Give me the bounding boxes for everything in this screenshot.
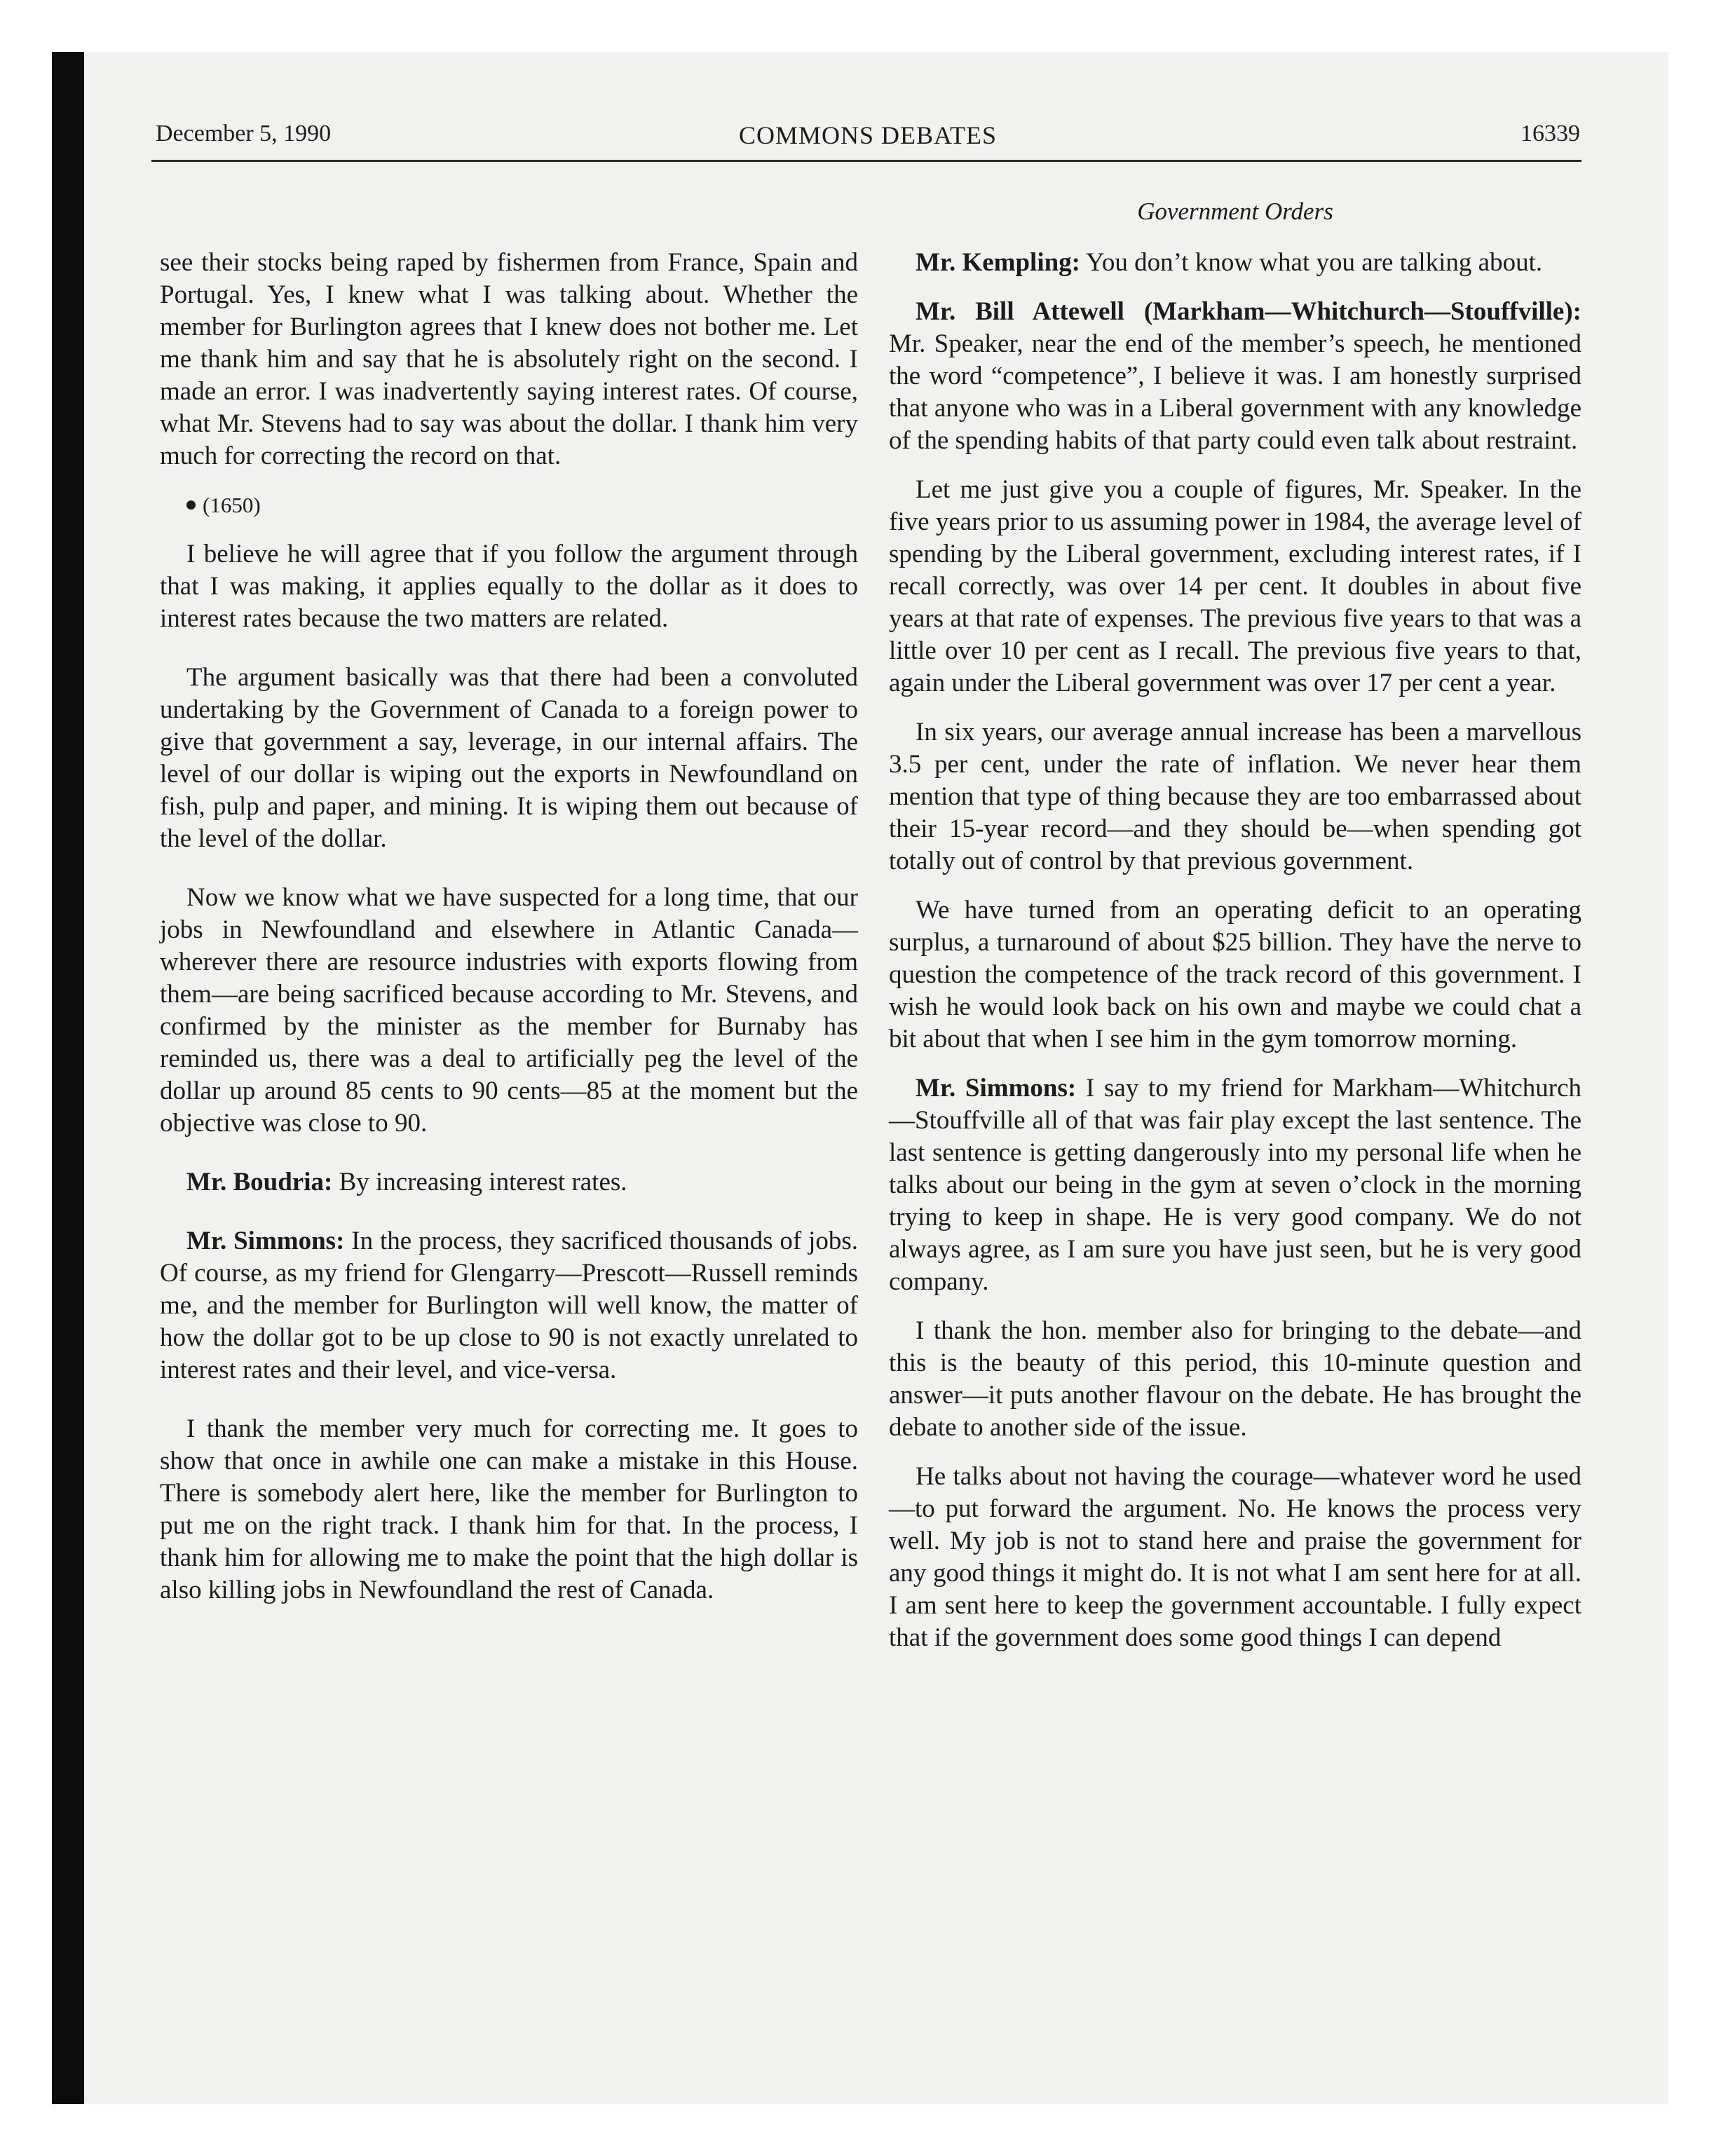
header-rule xyxy=(151,160,1581,162)
header-publication: COMMONS DEBATES xyxy=(738,121,998,149)
speech-text: In the process, they sacrificed thousands of jobs. Of course, as my friend for Glengarry—Prescott—Russell reminds me, and the member for Burlington will well know, the matter of how the dollar got to be up close to 90 is not exactly unrelated to interest rates and their level, and vice-versa. xyxy=(160,1227,858,1384)
section-label: Government Orders xyxy=(1137,198,1333,225)
paragraph: Let me just give you a couple of figures, Mr. Speaker. In the five years prior to us assuming power in 1984, the average level of spending by the Liberal government, excluding interest rates, if I recall correctly, was over 14 per cent. It doubles in about five years at that rate of expenses. The previous five years to that was a little over 10 per cent as I recall. The previous five years to that, again under the Liberal government was over 17 per cent a year. xyxy=(889,475,1581,697)
speech-attewell xyxy=(889,296,1581,457)
paragraph: The argument basically was that there had been a convoluted undertaking by the Government of Canada to a foreign power to give that government a say, leverage, in our internal affairs. The level of our dollar is wiping out the exports in Newfoundland on fish, pulp and paper, and mining. It is wiping them out because of the level of the dollar. xyxy=(160,663,858,853)
paragraph: I believe he will agree that if you follow the argument through that I was making, it applies equally to the dollar as it does to interest rates because the two matters are related. xyxy=(160,540,858,633)
speech-simmons xyxy=(889,1072,1581,1298)
speech-simmons xyxy=(160,1225,858,1386)
paragraph: He talks about not having the courage—whatever word he used—to put forward the argument. No. He knows the process very well. My job is not to stand here and praise the government for any good things it might do. It is not what I am sent here for at all. I am sent here to keep the government accountable. I fully expect that if the government does some good things I can depend xyxy=(889,1462,1581,1652)
paragraph: see their stocks being raped by fishermen from France, Spain and Portugal. Yes, I knew what I was talking about. Whether the member for Burlington agrees that I knew does not bother me. Let me thank him and say that he is absolutely right on the second. I made an error. I was inadvertently saying interest rates. Of course, what Mr. Stevens had to say was about the dollar. I thank him very much for correcting the record on that. xyxy=(160,248,858,470)
speaker-name: Mr. Kempling: xyxy=(916,248,1081,277)
paragraph: Now we know what we have suspected for a long time, that our jobs in Newfoundland and elsewhere in Atlantic Canada—wherever there are resource industries with exports flowing from them—are being sacrificed because according to Mr. Stevens, and confirmed by the minister as the member for Burnaby has reminded us, there was a deal to artificially peg the level of the dollar up around 85 cents to 90 cents—85 at the moment but the objective was close to 90. xyxy=(160,883,858,1138)
paragraph: In six years, our average annual increase has been a marvellous 3.5 per cent, under the rate of inflation. We never hear them mention that type of thing because they are too embarrassed about their 15-year record—and they should be—when spending got totally out of control by that previous government. xyxy=(889,718,1581,875)
speech-boudria xyxy=(160,1166,858,1199)
speaker-name: Mr. Bill Attewell (Markham—Whitchurch—Stouffville): xyxy=(916,297,1581,326)
speech-text: I say to my friend for Markham—Whitchurch—Stouffville all of that was fair play except the last sentence. The last sentence is getting dangerously into my personal life when he talks about our being in the gym at seven o’clock in the morning trying to keep in shape. He is very good company. We do not always agree, as I am sure you have just seen, but he is very good company. xyxy=(889,1074,1582,1296)
header-date: December 5, 1990 xyxy=(156,121,332,146)
speech-text: Mr. Speaker, near the end of the member’s speech, he mentioned the word “competence”, I believe it was. I am honestly surprised that anyone who was in a Liberal government with any knowledge of the spending habits of that party could even talk about restraint. xyxy=(889,329,1581,455)
timestamp-text: (1650) xyxy=(203,493,261,517)
speech-text: By increasing interest rates. xyxy=(332,1168,627,1196)
bullet-icon xyxy=(186,500,196,510)
header-page-number: 16339 xyxy=(1520,121,1580,146)
timestamp xyxy=(160,489,858,521)
right-column xyxy=(889,247,1581,1671)
paragraph: I thank the hon. member also for bringing to the debate—and this is the beauty of this period, this 10-minute question and answer—it puts another flavour on the debate. He has brought the debate to another side of the issue. xyxy=(889,1316,1581,1442)
paragraph: I thank the member very much for correcting me. It goes to show that once in awhile one can make a mistake in this House. There is somebody alert here, like the member for Burlington to put me on the right track. I thank him for that. In the process, I thank him for allowing me to make the point that the high dollar is also killing jobs in Newfoundland the rest of Canada. xyxy=(160,1414,858,1604)
speech-kempling xyxy=(889,247,1581,279)
paragraph: We have turned from an operating deficit to an operating surplus, a turnaround of about $25 billion. They have the nerve to question the competence of the track record of this government. I wish he would look back on his own and maybe we could chat a bit about that when I see him in the gym tomorrow morning. xyxy=(889,896,1581,1053)
running-head xyxy=(156,116,1580,158)
speaker-name: Mr. Simmons: xyxy=(186,1227,345,1255)
binding-edge xyxy=(52,52,84,2104)
speech-text: You don’t know what you are talking about. xyxy=(1080,248,1543,277)
speaker-name: Mr. Boudria: xyxy=(186,1168,333,1196)
speaker-name: Mr. Simmons: xyxy=(916,1074,1077,1103)
left-column xyxy=(160,247,858,1623)
